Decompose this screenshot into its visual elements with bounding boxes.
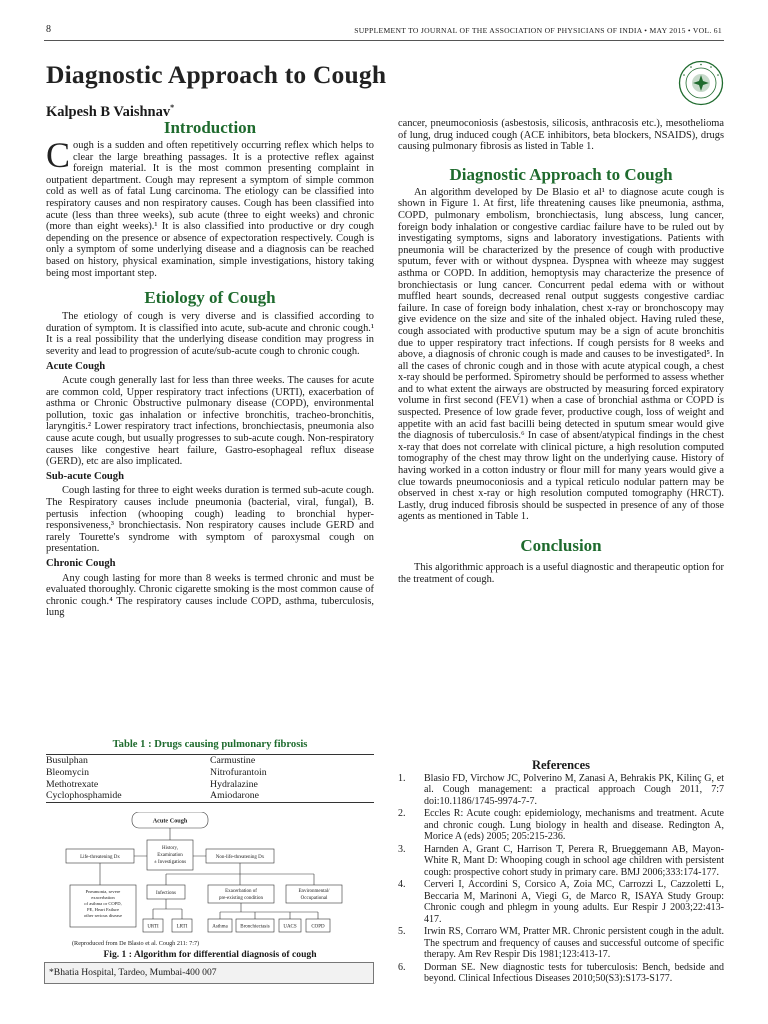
journal-line: SUPPLEMENT TO JOURNAL OF THE ASSOCIATION OF PHYSICIANS OF INDIA • MAY 2015 • VOL. 61 [354, 26, 722, 35]
reference-item: 4. Cerveri I, Accordini S, Corsico A, Zoia MC, Carrozzi L, Cazzoletti L, Beccaria M, Marinoni A, Viegi G, de Marco R, ISAYA Study Group: Chronic cough and phlegm in young adults. Eur Respir J 2003;22:413-417. [398, 879, 724, 925]
reference-item: 5. Irwin RS, Corraro WM, Pratter MR. Chronic persistent cough in the adult. The spectrum and frequency of causes and successful outcome of specific therapy. Am Rev Respir Dis 1981;123:413-17. [398, 926, 724, 960]
flow-label: URTI [147, 924, 159, 930]
table-row: Cyclophosphamide Amiodarone [46, 790, 259, 802]
subacute-cough-paragraph: Cough lasting for three to eight weeks duration is termed sub-acute cough. The Respiratory causes include pneumonia (bacterial, viral, fungal), B. pertusis infection (whooping cough) leading to bronchial hyper-responsiveness,³ bronchiectasis. Non respiratory causes include GERD and rarely Tourette's syndrome with symptom of paroxysmal cough on presentation. [46, 485, 374, 555]
flow-label: Occupational [300, 896, 328, 901]
cough-algorithm-flowchart [46, 812, 374, 948]
running-header [46, 24, 722, 38]
flow-label: Exacerbation of [225, 889, 257, 894]
flow-label: Non-life-threatening Dx [215, 855, 265, 860]
drugs-table [46, 754, 374, 803]
acute-cough-heading: Acute Cough [46, 360, 106, 372]
flow-label: Life-threatening Dx [80, 855, 120, 860]
flow-label: of asthma or COPD, [84, 901, 122, 906]
table-title: Table 1 : Drugs causing pulmonary fibrosis [112, 739, 308, 750]
conclusion-paragraph: This algorithmic approach is a useful diagnostic and therapeutic option for the treatment of cough. [398, 562, 724, 585]
flow-label: LRTI [176, 924, 188, 930]
references-list [398, 773, 724, 985]
flow-label: Bronchiectasis [240, 924, 270, 930]
table-row: Methotrexate Hydralazine [46, 778, 258, 790]
diagnostic-paragraph: An algorithm developed by De Blasio et al¹ to diagnose acute cough is shown in Figure 1. At first, life threatening causes like pneumonia, asthma, COPD, pulmonary embolism, bronchiectasis, lung abscess, lung cancer, foreign body inhalation or congestive cardiac failure have to be ruled out by investigating symptoms, signs and laboratory investigations. Patients with pneumonia will be characterized by the presence of cough with productive sputum, fever with or without dyspnea. Dyspnea with wheeze may suggest asthma or COPD. In addition, hemoptysis may characterize the presence of bronchiectasis or lung cancer. Concurrent pedal edema with or without muffled heart sounds, decreased renal output suggests congestive cardiac failure. In case of foreign body inhalation, chest x-ray or bronchoscopy may give evidence on the size and site of the inhaled object. Having ruled these, cough associated with productive sputum may be a sign of acute bronchitis due to upper respiratory tract infections. If cough persists for 8 weeks and above, a diagnosis of chronic cough is made and causes to be investigated⁵. In all the cases of chronic cough and in those with acute atypical cough, a chest x-ray should be performed. Spirometry should be performed to assess whether and to what extent the airways are obstructed by measuring forced expiratory volume in first second (FEV1) when a case of bronchial asthma or COPD is suspected. Presence of low grade fever, productive cough, loss of weight and appetite with an acid fast bacilli being detected in sputum smear would give the diagnosis of tuberculosis.⁶ In case of absent/atypical findings in the chest x-ray that does not correlate with clinical picture, a high resolution computed tomography of the chest may throw light on the underlying cause. History of having worked in a cotton industry or flour mill for many years would give a clue towards pneumoconiosis and a typical reticulo nodular pattern may be observed in chest x-ray or high resolution computed tomography (HRCT). Lastly, drug induced fibrosis should be suspected in presence of any of those agents as mentioned in Table 1. [398, 186, 724, 523]
diagnostic-heading: Diagnostic Approach to Cough [449, 164, 673, 184]
etiology-continued-paragraph: cancer, pneumoconiosis (asbestosis, silicosis, anthracosis etc.), mesothelioma of lung, drug induced cough (ACE inhibitors, beta blockers, NSAIDS), drugs causing pulmonary fibrosis as listed in Table 1. [398, 118, 724, 153]
reference-item: 1. Blasio FD, Virchow JC, Polverino M, Zanasi A, Behrakis PK, Kilinç G, et al. Cough management: a practical approach Cough 2011, 7:7 doi:10.1186/1745-9974-7-7. [398, 772, 724, 807]
acute-cough-paragraph: Acute cough generally last for less than three weeks. The causes for acute are common cold, Upper respiratory tract infections (URTI), exacerbation of asthma or Chronic Obstructive pulmonary disease (COPD), environmental pollution, toxic gas inhalation or infective bronchitis, tracheo-bronchitis, laryngitis.² Lower respiratory tract infections, bronchiectasis, pneumonia also cause acute cough, but usually progresses to sub-acute cough. Non-respiratory causes like congestive heart failure, Gastro-esophageal reflux disease (GERD), etc are also implicated. [46, 375, 374, 468]
flow-label: History, [162, 846, 178, 851]
association-seal-icon [678, 60, 724, 106]
flow-label: ± Investigations [153, 860, 187, 865]
reference-item: 3. Harnden A, Grant C, Harrison T, Perera R, Brueggemann AB, Mayon-White R, Mant D: Whooping cough in school age children with persistent cough: prospective cohort study in primary care. BMJ 2006;333:174-177. [398, 843, 724, 878]
flow-label: Asthma [212, 924, 228, 930]
etiology-paragraph: The etiology of cough is very diverse and is classified according to duration of symptom. It is classified into acute, sub-acute and chronic cough.¹ It is a real possibility that the underlying disease condition may progress in severity and lead to progression of acute/sub-acute cough to chronic cough. [46, 311, 374, 357]
chronic-cough-paragraph: Any cough lasting for more than 8 weeks is termed chronic and must be evaluated thoroughly. Chronic cigarette smoking is the most common cause of chronic cough.⁴ The respiratory causes include COPD, asthma, tuberculosis, lung [46, 572, 374, 619]
references-section [398, 760, 724, 986]
flow-label: Examination [157, 853, 183, 858]
author-affiliation: *Bhatia Hospital, Tardeo, Mumbai-400 007 [44, 962, 374, 984]
article-title: Diagnostic Approach to Cough [46, 60, 387, 89]
header-rule [44, 40, 724, 41]
flow-label: pre-existing condition [218, 896, 264, 901]
table-row: Busulphan Carmustine [46, 755, 256, 766]
introduction-paragraph: Cough is a sudden and often repetitively occurring reflex which helps to clear the large breathing passages. It is a protective reflex against foreign material. It is the most common presenting complaint in outpatient department. Cough may represent a symptom of simple common cold as well as of fatal Lung carcinoma. The etiology can be classified into respiratory causes and non respiratory causes. Cough has been classified into acute (less than three weeks), sub acute (three to eight weeks) and chronic (more than eight weeks).¹ It is also classified into productive or dry cough depending on the presence or absence of expectoration respectively. Cough is only a symptom of some underlying disease and a diagnosis can be reached based on history, physical examination, simple investigations, history taking being most important step. [46, 135, 374, 279]
figure-caption: Fig. 1 : Algorithm for differential diagnosis of cough [103, 949, 317, 960]
reference-item: 6. Dorman SE. New diagnostic tests for tuberculosis: Bench, bedside and beyond. Clinical Infectious Diseases 2010;50(S3):S173-S177. [398, 961, 724, 984]
references-heading: References [531, 758, 591, 772]
reference-item: 2. Eccles R: Acute cough: epidemiology, mechanisms and treatment. Acute and chronic cough. Lung biology in health and disease. Redington A, Morice A (eds) 2005; 205:215-236. [398, 808, 724, 842]
drop-cap: C [46, 135, 71, 175]
author-name: Kalpesh B Vaishnav* [46, 103, 175, 120]
flow-label: UACS [283, 924, 297, 930]
left-column [46, 118, 374, 619]
flow-label: exacerbation [91, 895, 115, 900]
flow-label: Infections [156, 891, 176, 896]
subacute-cough-heading: Sub-acute Cough [46, 470, 124, 482]
etiology-heading: Etiology of Cough [144, 288, 276, 308]
conclusion-heading: Conclusion [520, 536, 602, 555]
page-number: 8 [46, 24, 52, 35]
flow-label: PE, Heart Failure [86, 907, 120, 912]
figure-source-note: (Reproduced from De Blasio et al. Cough 211: 7:7) [72, 940, 200, 947]
table-row: Bleomycin Nitrofurantoin [46, 766, 267, 778]
flow-label: Acute Cough [152, 817, 188, 825]
flow-label: COPD [311, 924, 325, 930]
flow-label: other serious disease [83, 913, 123, 918]
introduction-heading: Introduction [163, 118, 257, 137]
right-column [398, 118, 724, 585]
chronic-cough-heading: Chronic Cough [46, 558, 116, 569]
flow-label: Environmental/ [298, 889, 330, 894]
flow-label: Pneumonia, severe [85, 889, 121, 894]
